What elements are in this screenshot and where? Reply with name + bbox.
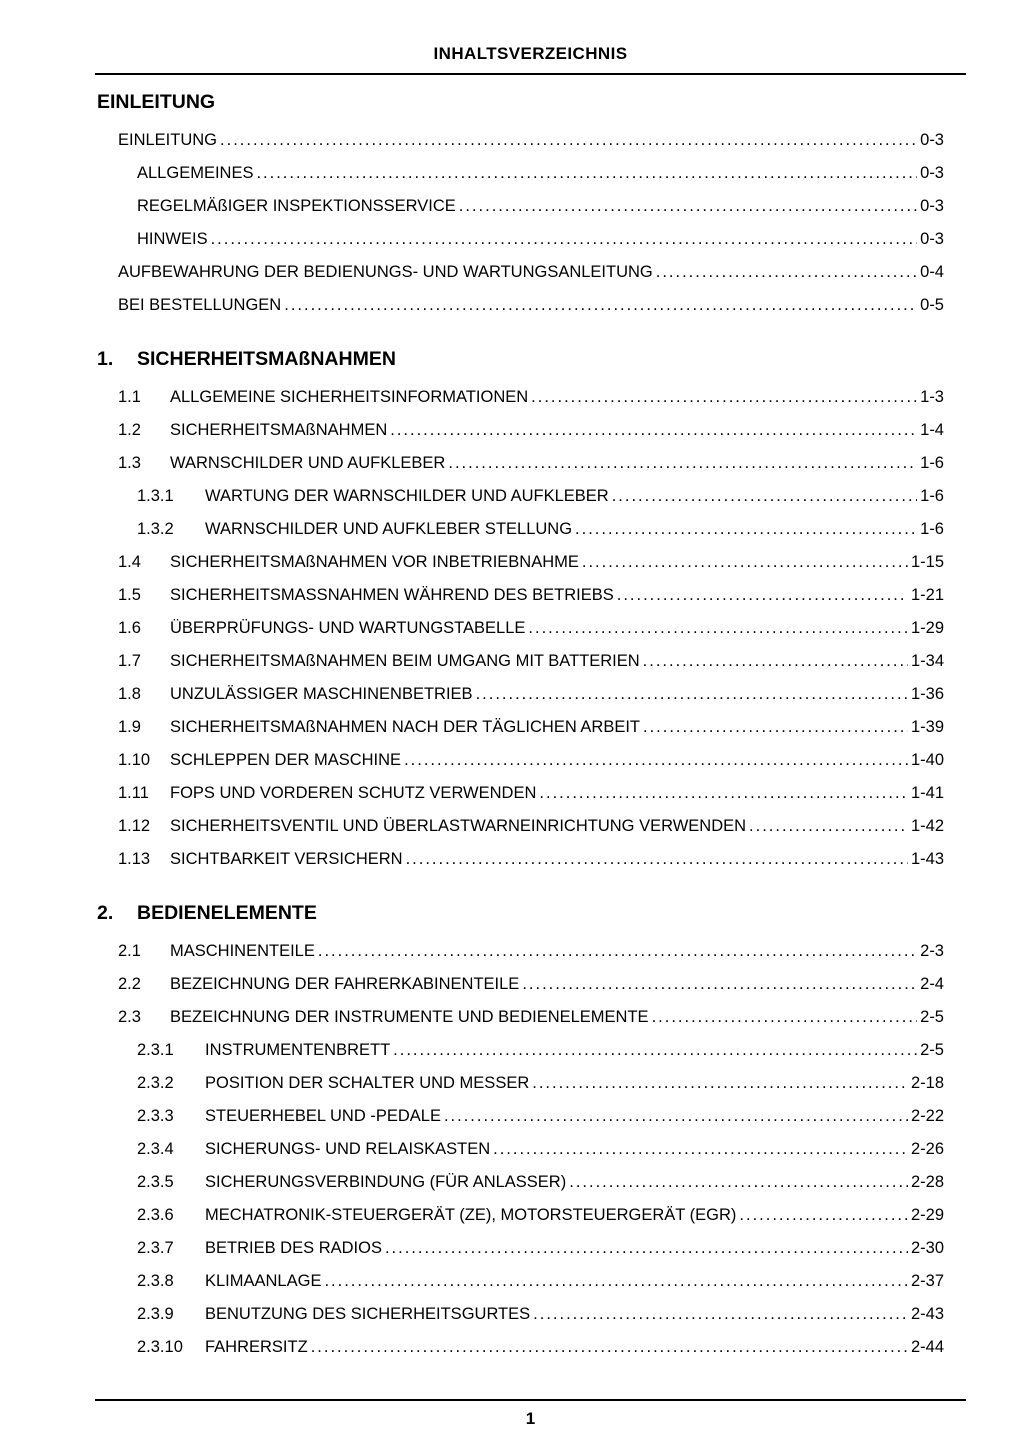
toc-entry-page: 1-4	[920, 421, 944, 439]
toc-entry-label: EINLEITUNG	[118, 131, 218, 149]
toc-entry-page: 2-28	[910, 1173, 944, 1191]
section-heading	[97, 902, 944, 925]
dot-leader-icon	[643, 645, 908, 678]
toc-entry-label: WARNSCHILDER UND AUFKLEBER	[170, 454, 446, 472]
toc-entry-label: SICHERUNGS- UND RELAISKASTEN	[205, 1140, 491, 1158]
toc-entry-page: 1-36	[910, 685, 944, 703]
section-heading-title: BEDIENELEMENTE	[137, 902, 317, 924]
section-heading	[97, 91, 944, 114]
toc-entry-page: 2-29	[910, 1206, 944, 1224]
toc-entry	[118, 843, 944, 876]
toc-entry-label: INSTRUMENTENBRETT	[205, 1041, 391, 1059]
toc-entry	[118, 711, 944, 744]
toc-entry	[118, 810, 944, 843]
dot-leader-icon	[493, 1133, 908, 1166]
section-heading-number: 2.	[97, 902, 114, 924]
toc-entry	[137, 1166, 944, 1199]
toc-entry-label: HINWEIS	[137, 230, 208, 248]
toc-entry-label: AUFBEWAHRUNG DER BEDIENUNGS- UND WARTUNGSANLEITUNG	[118, 263, 653, 281]
dot-leader-icon	[390, 414, 917, 447]
toc-entry-number: 2.2	[118, 975, 141, 993]
dot-leader-icon	[324, 1265, 908, 1298]
toc-entry-page: 1-40	[910, 751, 944, 769]
dot-leader-icon	[220, 124, 917, 157]
dot-leader-icon	[569, 1166, 908, 1199]
toc-entry-page: 2-30	[910, 1239, 944, 1257]
toc-entry-number: 1.3	[118, 454, 141, 472]
toc-entry	[118, 289, 944, 322]
toc-entry-label: BENUTZUNG DES SICHERHEITSGURTES	[205, 1305, 531, 1323]
toc-entry-label: SICHERHEITSVENTIL UND ÜBERLASTWARNEINRICHTUNG VERWENDEN	[170, 817, 747, 835]
toc-entry	[118, 381, 944, 414]
dot-leader-icon	[617, 579, 908, 612]
dot-leader-icon	[459, 190, 917, 223]
toc-entry	[118, 645, 944, 678]
toc-entry-page: 2-22	[910, 1107, 944, 1125]
toc-entry	[118, 678, 944, 711]
dot-leader-icon	[522, 968, 917, 1001]
toc-entry-page: 1-6	[920, 487, 944, 505]
toc-entry-page: 0-3	[920, 197, 944, 215]
toc-entry	[137, 1100, 944, 1133]
toc-entry-number: 2.3.1	[137, 1041, 174, 1059]
toc-entry	[118, 124, 944, 157]
toc-entry-page: 0-3	[920, 131, 944, 149]
page-number: 1	[525, 1409, 536, 1428]
toc-entry	[137, 1067, 944, 1100]
toc-entry-number: 1.6	[118, 619, 141, 637]
toc-entry-page: 1-42	[910, 817, 944, 835]
toc-entry-page: 2-44	[910, 1338, 944, 1356]
toc-entry-label: BEI BESTELLUNGEN	[118, 296, 282, 314]
toc-entry-number: 1.3.2	[137, 520, 174, 538]
toc-entry-number: 2.3.8	[137, 1272, 174, 1290]
toc-entry-label: ALLGEMEINES	[137, 164, 254, 182]
toc-entry	[118, 447, 944, 480]
toc-entry-label: POSITION DER SCHALTER UND MESSER	[205, 1074, 530, 1092]
toc-entry	[137, 1331, 944, 1364]
toc-entry-page: 2-18	[910, 1074, 944, 1092]
toc-entry	[118, 744, 944, 777]
toc-entry-label: STEUERHEBEL UND -PEDALE	[205, 1107, 441, 1125]
dot-leader-icon	[582, 546, 908, 579]
toc-entry-page: 1-34	[910, 652, 944, 670]
toc-entry-page: 1-21	[910, 586, 944, 604]
toc-entry-page: 1-29	[910, 619, 944, 637]
toc-entry-label: ALLGEMEINE SICHERHEITSINFORMATIONEN	[170, 388, 529, 406]
toc-entry-number: 2.3.9	[137, 1305, 174, 1323]
toc-entry-number: 2.3.2	[137, 1074, 174, 1092]
dot-leader-icon	[575, 513, 917, 546]
toc-entry-page: 1-15	[910, 553, 944, 571]
dot-leader-icon	[532, 1067, 908, 1100]
toc-entry-number: 2.3.3	[137, 1107, 174, 1125]
dot-leader-icon	[385, 1232, 908, 1265]
toc-entry	[118, 1001, 944, 1034]
toc-entry	[137, 1034, 944, 1067]
toc-entry	[137, 1265, 944, 1298]
toc-entry	[137, 223, 944, 256]
toc-entry	[118, 612, 944, 645]
dot-leader-icon	[476, 678, 908, 711]
toc-entry-page: 2-26	[910, 1140, 944, 1158]
dot-leader-icon	[656, 256, 917, 289]
toc-entry-label: MECHATRONIK-STEUERGERÄT (ZE), MOTORSTEUERGERÄT (EGR)	[205, 1206, 737, 1224]
dot-leader-icon	[652, 1001, 918, 1034]
toc-entry-page: 2-4	[920, 975, 944, 993]
toc-entry	[118, 935, 944, 968]
toc	[95, 91, 966, 1364]
dot-leader-icon	[256, 157, 917, 190]
toc-entry-number: 1.4	[118, 553, 141, 571]
toc-entry-page: 0-5	[920, 296, 944, 314]
toc-entry-number: 2.3.6	[137, 1206, 174, 1224]
toc-entry-label: SICHERUNGSVERBINDUNG (FÜR ANLASSER)	[205, 1173, 567, 1191]
toc-entry	[137, 157, 944, 190]
document-footer	[95, 1399, 966, 1429]
toc-entry-page: 1-43	[910, 850, 944, 868]
toc-entry	[137, 190, 944, 223]
toc-entry-label: WARTUNG DER WARNSCHILDER UND AUFKLEBER	[205, 487, 609, 505]
toc-entry-number: 1.9	[118, 718, 141, 736]
toc-entry-number: 2.3.4	[137, 1140, 174, 1158]
toc-entry	[118, 968, 944, 1001]
toc-entry-label: BEZEICHNUNG DER INSTRUMENTE UND BEDIENELEMENTE	[170, 1008, 649, 1026]
toc-entry-label: BETRIEB DES RADIOS	[205, 1239, 382, 1257]
toc-entry-number: 2.3.7	[137, 1239, 174, 1257]
toc-entry-label: REGELMÄßIGER INSPEKTIONSSERVICE	[137, 197, 456, 215]
toc-entry-label: FOPS UND VORDEREN SCHUTZ VERWENDEN	[170, 784, 537, 802]
toc-entry-label: SICHERHEITSMAßNAHMEN	[170, 421, 388, 439]
toc-entry-page: 1-6	[920, 454, 944, 472]
toc-entry-number: 2.3	[118, 1008, 141, 1026]
toc-entry	[118, 579, 944, 612]
dot-leader-icon	[311, 1331, 908, 1364]
toc-entry-label: ÜBERPRÜFUNGS- UND WARTUNGSTABELLE	[170, 619, 526, 637]
toc-entry-page: 1-39	[910, 718, 944, 736]
toc-entry-label: SICHERHEITSMAßNAHMEN BEIM UMGANG MIT BATTERIEN	[170, 652, 640, 670]
toc-section	[95, 902, 944, 1364]
toc-entry-number: 1.5	[118, 586, 141, 604]
toc-entry-page: 2-5	[920, 1008, 944, 1026]
toc-entry-label: BEZEICHNUNG DER FAHRERKABINENTEILE	[170, 975, 520, 993]
page-title: INHALTSVERZEICHNIS	[433, 44, 628, 63]
toc-entry-label: SICHERHEITSMASSNAHMEN WÄHREND DES BETRIEBS	[170, 586, 614, 604]
toc-entry-page: 2-37	[910, 1272, 944, 1290]
toc-entry-label: WARNSCHILDER UND AUFKLEBER STELLUNG	[205, 520, 573, 538]
dot-leader-icon	[284, 289, 917, 322]
toc-entry	[137, 1199, 944, 1232]
dot-leader-icon	[749, 810, 908, 843]
dot-leader-icon	[643, 711, 908, 744]
toc-entry-number: 2.1	[118, 942, 141, 960]
dot-leader-icon	[444, 1100, 908, 1133]
toc-entry-label: UNZULÄSSIGER MASCHINENBETRIEB	[170, 685, 473, 703]
toc-entry	[137, 513, 944, 546]
section-heading-number: 1.	[97, 348, 114, 370]
dot-leader-icon	[406, 843, 908, 876]
toc-entry-page: 0-3	[920, 164, 944, 182]
section-heading-title: SICHERHEITSMAßNAHMEN	[137, 348, 396, 370]
toc-entry-number: 1.12	[118, 817, 151, 835]
toc-entry-number: 1.2	[118, 421, 141, 439]
toc-section	[95, 348, 944, 876]
toc-entry-number: 1.3.1	[137, 487, 174, 505]
toc-entry-page: 0-3	[920, 230, 944, 248]
dot-leader-icon	[528, 612, 908, 645]
toc-entry-number: 1.7	[118, 652, 141, 670]
toc-entry-number: 1.13	[118, 850, 151, 868]
toc-section	[95, 91, 944, 322]
toc-entry	[137, 1298, 944, 1331]
toc-entry-page: 1-3	[920, 388, 944, 406]
toc-entry-number: 1.8	[118, 685, 141, 703]
toc-entry-label: SICHERHEITSMAßNAHMEN NACH DER TÄGLICHEN ARBEIT	[170, 718, 641, 736]
toc-entry-label: SICHTBARKEIT VERSICHERN	[170, 850, 403, 868]
document-header	[95, 44, 966, 75]
dot-leader-icon	[211, 223, 918, 256]
dot-leader-icon	[539, 777, 908, 810]
toc-entry-page: 2-3	[920, 942, 944, 960]
toc-entry-label: SICHERHEITSMAßNAHMEN VOR INBETRIEBNAHME	[170, 553, 579, 571]
toc-entry	[137, 1133, 944, 1166]
header-rule	[95, 73, 966, 75]
toc-entry	[118, 256, 944, 289]
dot-leader-icon	[531, 381, 917, 414]
toc-entry-label: MASCHINENTEILE	[170, 942, 315, 960]
toc-entry-label: FAHRERSITZ	[205, 1338, 308, 1356]
toc-entry-number: 2.3.5	[137, 1173, 174, 1191]
dot-leader-icon	[318, 935, 917, 968]
toc-entry-page: 2-43	[910, 1305, 944, 1323]
toc-entry	[137, 1232, 944, 1265]
toc-entry-number: 2.3.10	[137, 1338, 183, 1356]
toc-entry-label: KLIMAANLAGE	[205, 1272, 322, 1290]
toc-entry	[118, 414, 944, 447]
toc-entry-page: 1-6	[920, 520, 944, 538]
dot-leader-icon	[739, 1199, 908, 1232]
toc-entry-page: 1-41	[910, 784, 944, 802]
toc-entry	[118, 777, 944, 810]
toc-entry-number: 1.10	[118, 751, 151, 769]
section-heading	[97, 348, 944, 371]
toc-entry-label: SCHLEPPEN DER MASCHINE	[170, 751, 402, 769]
dot-leader-icon	[533, 1298, 908, 1331]
toc-entry-number: 1.11	[118, 784, 149, 802]
dot-leader-icon	[393, 1034, 917, 1067]
toc-entry-page: 0-4	[920, 263, 944, 281]
toc-entry-number: 1.1	[118, 388, 141, 406]
toc-entry	[137, 480, 944, 513]
toc-entry	[118, 546, 944, 579]
dot-leader-icon	[448, 447, 917, 480]
toc-entry-page: 2-5	[920, 1041, 944, 1059]
dot-leader-icon	[612, 480, 917, 513]
section-heading-title: EINLEITUNG	[97, 91, 216, 113]
dot-leader-icon	[404, 744, 908, 777]
